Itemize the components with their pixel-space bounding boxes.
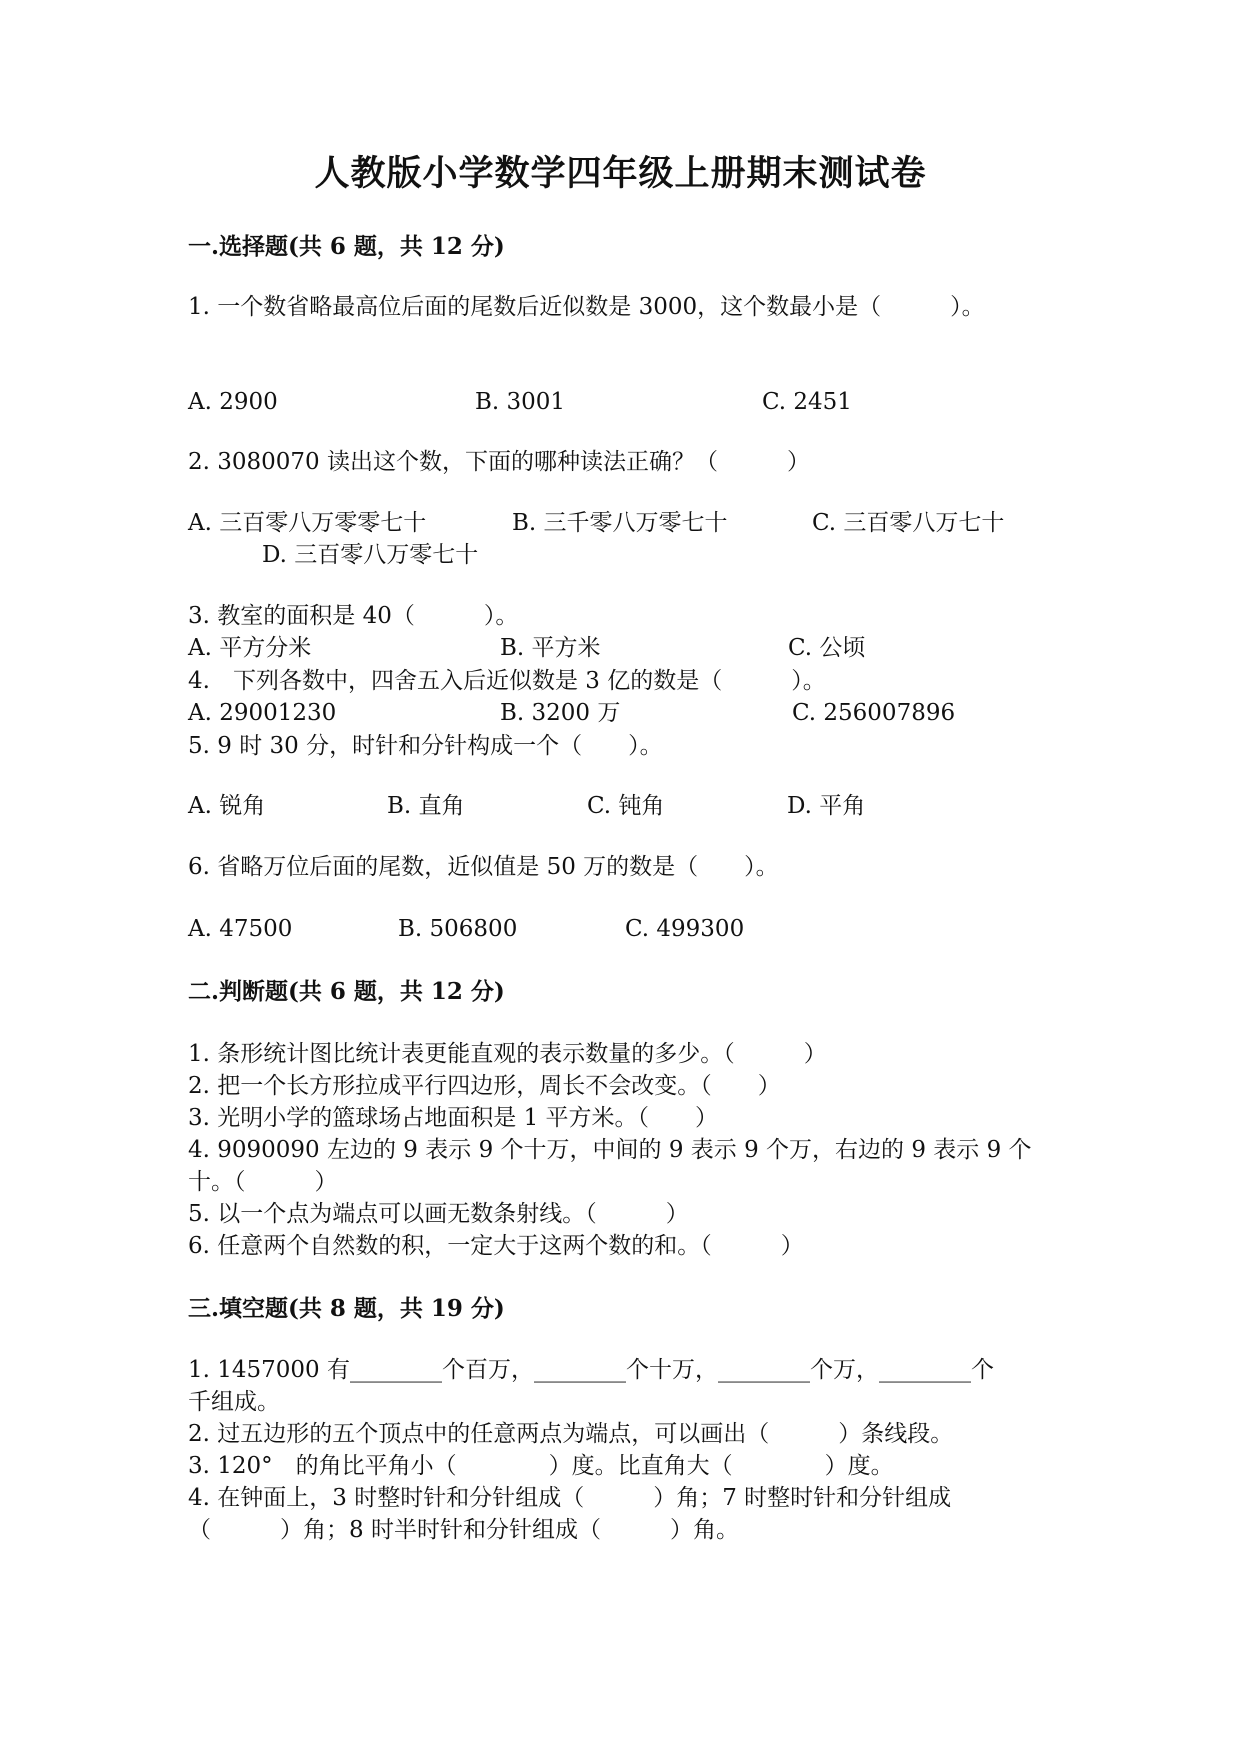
option-a: A. 平方分米 bbox=[188, 635, 312, 661]
option-d: D. 三百零八万零七十 bbox=[262, 542, 479, 568]
section-heading-fill-blank: 三.填空题(共 8 题，共 19 分) bbox=[188, 1295, 505, 1322]
question-text: 5. 9 时 30 分，时针和分针构成一个（ ）。 bbox=[188, 733, 663, 759]
option-c: C. 三百零八万七十 bbox=[812, 510, 1005, 536]
option-c: C. 256007896 bbox=[792, 700, 956, 726]
option-c: C. 钝角 bbox=[587, 793, 665, 819]
option-c: C. 2451 bbox=[762, 389, 852, 415]
section-heading-choice: 一.选择题(共 6 题，共 12 分) bbox=[188, 233, 505, 260]
fill-blank-line: （ ）角；8 时半时针和分针组成（ ）角。 bbox=[188, 1517, 739, 1543]
question-text: 1. 一个数省略最高位后面的尾数后近似数是 3000，这个数最小是（ ）。 bbox=[188, 294, 985, 320]
option-c: C. 公顷 bbox=[788, 635, 866, 661]
judgement-line: 5. 以一个点为端点可以画无数条射线。（ ） bbox=[188, 1201, 689, 1227]
judgement-line: 1. 条形统计图比统计表更能直观的表示数量的多少。（ ） bbox=[188, 1041, 827, 1067]
option-c: C. 499300 bbox=[625, 916, 745, 942]
page-title: 人教版小学数学四年级上册期末测试卷 bbox=[314, 153, 927, 194]
judgement-line: 3. 光明小学的篮球场占地面积是 1 平方米。（ ） bbox=[188, 1105, 719, 1131]
section-heading-judgement: 二.判断题(共 6 题，共 12 分) bbox=[188, 978, 505, 1005]
option-b: B. 三千零八万零七十 bbox=[512, 510, 728, 536]
option-a: A. 47500 bbox=[188, 916, 293, 942]
option-d: D. 平角 bbox=[787, 793, 866, 819]
option-a: A. 三百零八万零零七十 bbox=[188, 510, 427, 536]
question-text: 4. 下列各数中，四舍五入后近似数是 3 亿的数是（ ）。 bbox=[188, 668, 826, 694]
fill-blank-line: 1. 1457000 有________个百万，________个十万，________个万，________个 bbox=[188, 1357, 994, 1383]
option-a: A. 锐角 bbox=[188, 793, 266, 819]
option-b: B. 平方米 bbox=[500, 635, 601, 661]
option-b: B. 直角 bbox=[387, 793, 465, 819]
question-text: 3. 教室的面积是 40（ ）。 bbox=[188, 603, 519, 629]
question-text: 6. 省略万位后面的尾数，近似值是 50 万的数是（ ）。 bbox=[188, 854, 779, 880]
option-b: B. 3001 bbox=[475, 389, 566, 415]
option-b: B. 506800 bbox=[398, 916, 518, 942]
judgement-line: 十。（ ） bbox=[188, 1169, 338, 1195]
judgement-line: 2. 把一个长方形拉成平行四边形，周长不会改变。（ ） bbox=[188, 1073, 781, 1099]
judgement-line: 4. 9090090 左边的 9 表示 9 个十万，中间的 9 表示 9 个万，右边的 9 表示 9 个 bbox=[188, 1137, 1032, 1163]
fill-blank-line: 千组成。 bbox=[188, 1389, 280, 1415]
fill-blank-line: 2. 过五边形的五个顶点中的任意两点为端点，可以画出（ ）条线段。 bbox=[188, 1421, 954, 1447]
option-a: A. 2900 bbox=[188, 389, 278, 415]
option-a: A. 29001230 bbox=[188, 700, 337, 726]
option-b: B. 3200 万 bbox=[500, 700, 621, 726]
question-text: 2. 3080070 读出这个数，下面的哪种读法正确？（ ） bbox=[188, 449, 810, 475]
judgement-line: 6. 任意两个自然数的积，一定大于这两个数的和。（ ） bbox=[188, 1233, 804, 1259]
fill-blank-line: 3. 120° 的角比平角小（ ）度。比直角大（ ）度。 bbox=[188, 1453, 894, 1479]
fill-blank-line: 4. 在钟面上，3 时整时针和分针组成（ ）角；7 时整时针和分针组成 bbox=[188, 1485, 952, 1511]
